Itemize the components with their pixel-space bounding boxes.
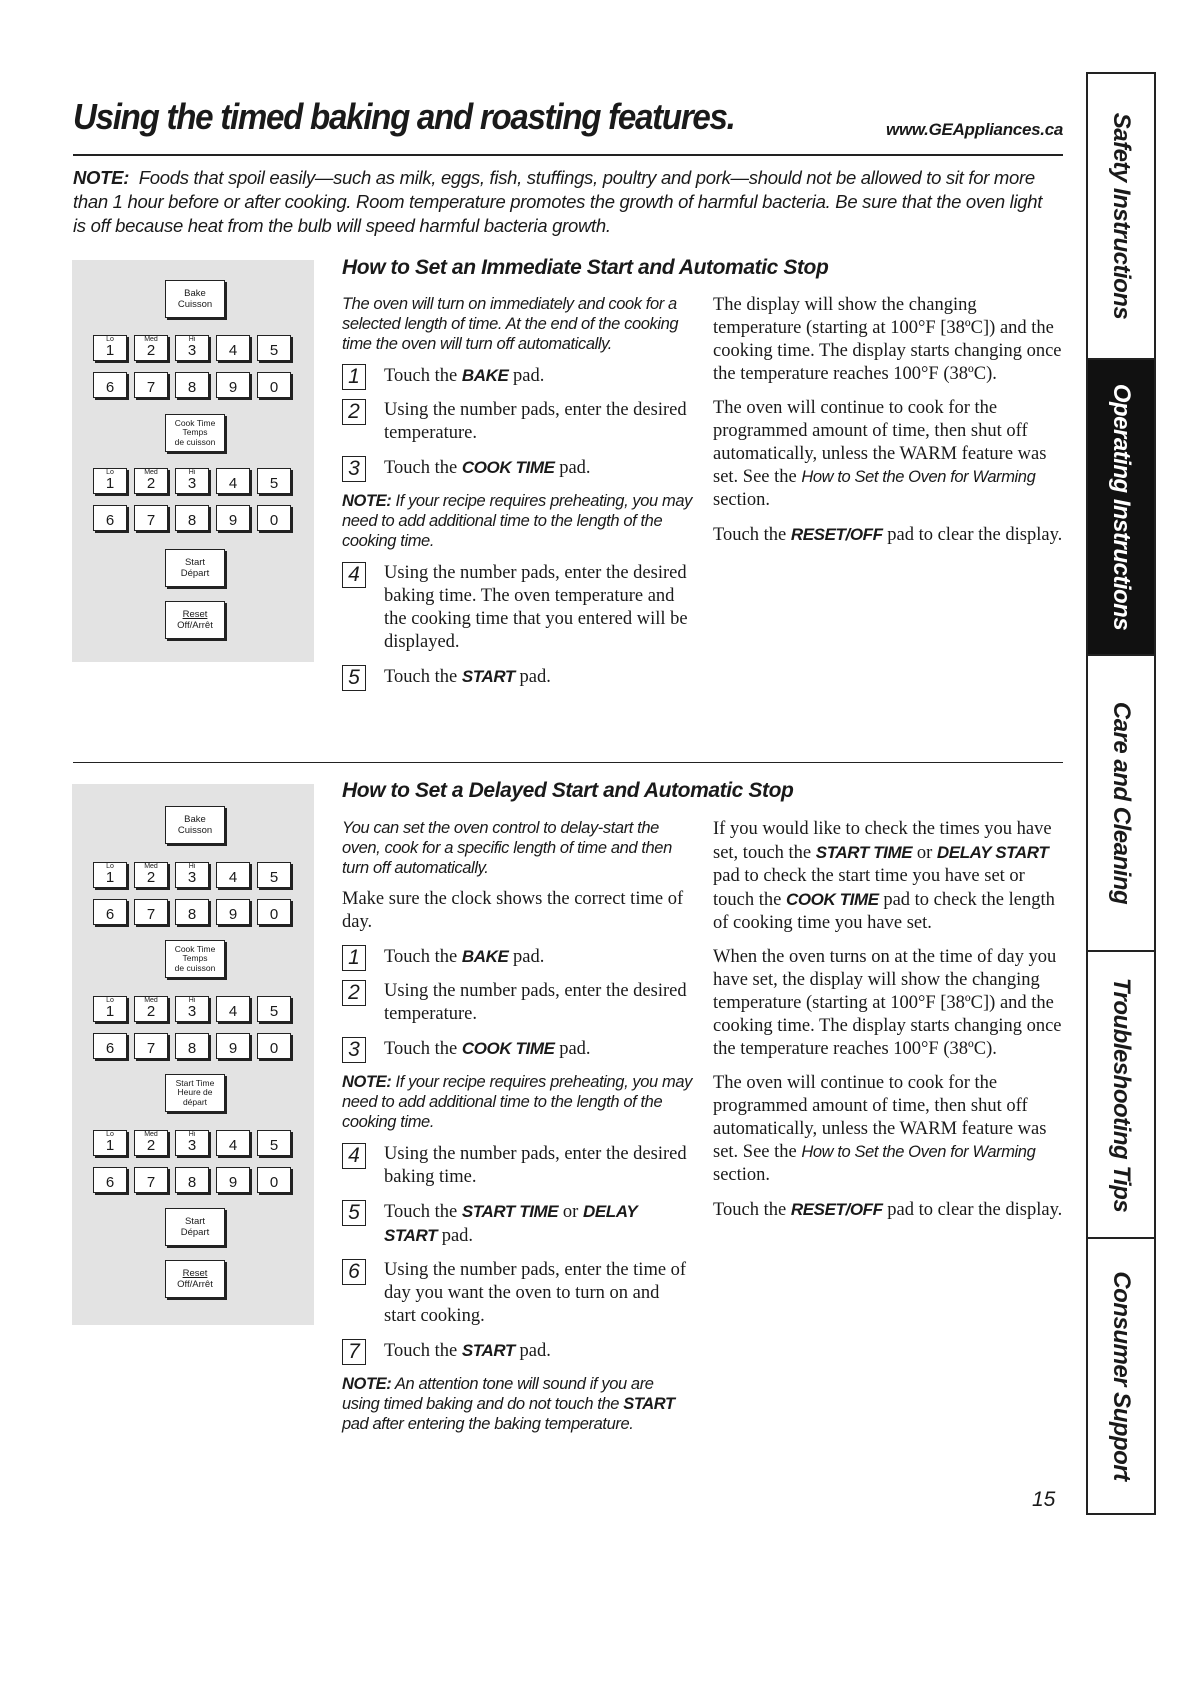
side-tabs	[1086, 72, 1156, 1515]
key-0[interactable]: 0	[257, 1167, 291, 1193]
step-5: 5 Touch the START pad.	[342, 665, 694, 689]
key-4[interactable]: 4	[216, 996, 250, 1022]
bake-pad[interactable]: Bake Cuisson	[165, 806, 225, 844]
keypad-panel-delayed	[72, 784, 314, 1325]
key-4[interactable]: 4	[216, 1130, 250, 1156]
tab-troubleshooting-tips[interactable]: Troubleshooting Tips	[1088, 952, 1154, 1239]
key-3[interactable]: Hi 3	[175, 468, 209, 494]
section2-check-times-text: If you would like to check the times you have set, touch the START TIME or DELAY START pad to check the start time you have set or touch the COOK TIME pad to check the length of cooking time you have set.	[713, 819, 1055, 933]
keypad-panel-immediate	[72, 260, 314, 662]
key-5[interactable]: 5	[257, 996, 291, 1022]
section2-left-column	[342, 818, 694, 1445]
cook-time-pad[interactable]: Cook Time Temps de cuisson	[165, 940, 225, 978]
key-8[interactable]: 8	[175, 1167, 209, 1193]
tab-safety-instructions[interactable]: Safety Instructions	[1088, 74, 1154, 360]
section2-heading: How to Set a Delayed Start and Automatic Stop	[342, 779, 794, 802]
key-3[interactable]: Hi 3	[175, 1130, 209, 1156]
key-6[interactable]: 6	[93, 1033, 127, 1059]
section1-reset-text: Touch the RESET/OFF pad to clear the display.	[713, 525, 1063, 545]
key-2[interactable]: Med 2	[134, 862, 168, 888]
key-0[interactable]: 0	[257, 505, 291, 531]
step-2: 2 Using the number pads, enter the desired temperature.	[342, 980, 694, 1026]
section1-right-column	[713, 294, 1065, 558]
key-2[interactable]: Med 2	[134, 335, 168, 361]
note-text: Foods that spoil easily—such as milk, eggs, fish, stuffings, poultry and pork—should not be allowed to sit for more than 1 hour before or after cooking. Room temperature promotes the growth of harmful bacteria. Be sure that the oven light is off because heat from the bulb will speed harmful bacteria growth.	[73, 167, 1043, 236]
key-6[interactable]: 6	[93, 1167, 127, 1193]
key-6[interactable]: 6	[93, 372, 127, 398]
note-label: NOTE:	[73, 167, 130, 188]
tab-consumer-support[interactable]: Consumer Support	[1108, 1271, 1135, 1481]
step-1: 1 Touch the BAKE pad.	[342, 364, 694, 388]
section2-reset-text: Touch the RESET/OFF pad to clear the display.	[713, 1200, 1063, 1220]
key-8[interactable]: 8	[175, 899, 209, 925]
section-divider	[73, 762, 1063, 763]
step-7: 7 Touch the START pad.	[342, 1339, 694, 1363]
section2-attention-note: NOTE: An attention tone will sound if you are using timed baking and do not touch the START pad after entering the baking temperature.	[342, 1375, 675, 1433]
key-8[interactable]: 8	[175, 372, 209, 398]
key-5[interactable]: 5	[257, 468, 291, 494]
key-7[interactable]: 7	[134, 372, 168, 398]
key-3[interactable]: Hi 3	[175, 996, 209, 1022]
key-1[interactable]: Lo 1	[93, 996, 127, 1022]
tab-operating-instructions[interactable]: Operating Instructions	[1088, 360, 1154, 656]
step-4: 4 Using the number pads, enter the desired baking time. The oven temperature and the cooking time that you entered will be displayed.	[342, 562, 694, 654]
key-9[interactable]: 9	[216, 1167, 250, 1193]
key-6[interactable]: 6	[93, 505, 127, 531]
step-2: 2 Using the number pads, enter the desired temperature.	[342, 399, 694, 445]
key-0[interactable]: 0	[257, 899, 291, 925]
key-0[interactable]: 0	[257, 372, 291, 398]
key-2[interactable]: Med 2	[134, 1130, 168, 1156]
key-7[interactable]: 7	[134, 505, 168, 531]
key-5[interactable]: 5	[257, 1130, 291, 1156]
cook-time-pad[interactable]: Cook Time Temps de cuisson	[165, 414, 225, 452]
step-1: 1 Touch the BAKE pad.	[342, 945, 694, 969]
page-number: 15	[1032, 1488, 1056, 1511]
key-6[interactable]: 6	[93, 899, 127, 925]
tab-care-and-cleaning[interactable]: Care and Cleaning	[1088, 656, 1154, 952]
reset-pad[interactable]: Reset Off/Arrêt	[165, 1260, 225, 1298]
website-url[interactable]: www.GEAppliances.ca	[886, 120, 1063, 139]
page-title: Using the timed baking and roasting features.	[73, 96, 735, 137]
bake-pad[interactable]: Bake Cuisson	[165, 280, 225, 318]
step-3: 3 Touch the COOK TIME pad.	[342, 456, 694, 480]
key-4[interactable]: 4	[216, 335, 250, 361]
key-1[interactable]: Lo 1	[93, 335, 127, 361]
section1-display-text: The display will show the changing temperature (starting at 100°F [38ºC]) and the cooking time. The display starts changing once the temperature reaches 100°F (38ºC).	[713, 295, 1062, 384]
key-4[interactable]: 4	[216, 862, 250, 888]
section2-display-text: When the oven turns on at the time of day you have set, the display will show the changing temperature (starting at 100°F [38ºC]) and the cooking time. The display starts changing once the temperature reaches 100°F (38ºC).	[713, 947, 1062, 1059]
key-5[interactable]: 5	[257, 335, 291, 361]
key-9[interactable]: 9	[216, 372, 250, 398]
key-5[interactable]: 5	[257, 862, 291, 888]
key-1[interactable]: Lo 1	[93, 862, 127, 888]
section2-intro: You can set the oven control to delay-start the oven, cook for a specific length of time and then turn off automatically.	[342, 819, 672, 877]
step-6: 6 Using the number pads, enter the time of day you want the oven to turn on and start cooking.	[342, 1259, 694, 1328]
top-note	[73, 166, 1058, 238]
section1-note: NOTE: If your recipe requires preheating, you may need to add additional time to the length of the cooking time.	[342, 492, 692, 550]
section1-left-column	[342, 294, 694, 700]
key-8[interactable]: 8	[175, 1033, 209, 1059]
key-9[interactable]: 9	[216, 505, 250, 531]
step-4: 4 Using the number pads, enter the desired baking time.	[342, 1143, 694, 1189]
start-time-pad[interactable]: Start Time Heure de départ	[165, 1074, 225, 1112]
section1-continue-text: The oven will continue to cook for the programmed amount of time, then shut off automatically, unless the WARM feature was set. See the How to Set the Oven for Warming section.	[713, 398, 1047, 510]
title-rule	[73, 154, 1063, 156]
key-2[interactable]: Med 2	[134, 996, 168, 1022]
start-pad[interactable]: Start Départ	[165, 1208, 225, 1246]
start-pad[interactable]: Start Départ	[165, 549, 225, 587]
key-7[interactable]: 7	[134, 1033, 168, 1059]
section2-continue-text: The oven will continue to cook for the programmed amount of time, then shut off automatically, unless the WARM feature was set. See the How to Set the Oven for Warming section.	[713, 1073, 1047, 1185]
section1-heading: How to Set an Immediate Start and Automatic Stop	[342, 256, 829, 279]
section2-right-column	[713, 818, 1065, 1233]
key-8[interactable]: 8	[175, 505, 209, 531]
key-9[interactable]: 9	[216, 1033, 250, 1059]
key-1[interactable]: Lo 1	[93, 468, 127, 494]
section1-intro: The oven will turn on immediately and cook for a selected length of time. At the end of the cooking time the oven will turn off automatically.	[342, 295, 679, 353]
reset-pad[interactable]: Reset Off/Arrêt	[165, 601, 225, 639]
step-3: 3 Touch the COOK TIME pad.	[342, 1037, 694, 1061]
key-0[interactable]: 0	[257, 1033, 291, 1059]
key-7[interactable]: 7	[134, 1167, 168, 1193]
key-7[interactable]: 7	[134, 899, 168, 925]
key-3[interactable]: Hi 3	[175, 335, 209, 361]
key-1[interactable]: Lo 1	[93, 1130, 127, 1156]
key-4[interactable]: 4	[216, 468, 250, 494]
key-2[interactable]: Med 2	[134, 468, 168, 494]
step-5: 5 Touch the START TIME or DELAY START pad.	[342, 1200, 694, 1248]
section2-note: NOTE: If your recipe requires preheating, you may need to add additional time to the length of the cooking time.	[342, 1073, 692, 1131]
section2-clock-text: Make sure the clock shows the correct time of day.	[342, 889, 684, 932]
key-9[interactable]: 9	[216, 899, 250, 925]
key-3[interactable]: Hi 3	[175, 862, 209, 888]
